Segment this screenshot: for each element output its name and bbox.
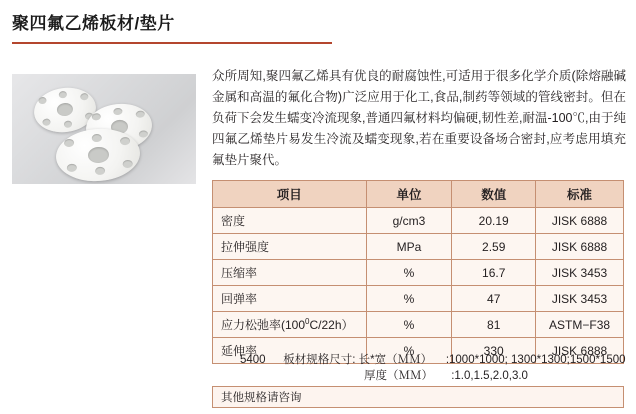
size-note-length-value: :1000*1000; 1300*1300;1500*1500 — [445, 354, 626, 366]
cell-unit: % — [366, 260, 452, 286]
gasket-bolt-hole — [58, 91, 67, 99]
table-row — [213, 208, 624, 234]
gasket-bolt-hole — [120, 137, 131, 146]
column-header-item: 项目 — [213, 181, 367, 208]
cell-item-superscript: 0 — [305, 317, 310, 326]
cell-standard: JISK 6888 — [536, 234, 624, 260]
gasket-bolt-hole — [92, 134, 103, 143]
cell-value: 47 — [452, 286, 536, 312]
size-note-length-label: 长*宽（ＭＭ） — [358, 354, 433, 366]
other-spec-note — [212, 386, 624, 408]
column-header-value: 数值 — [452, 181, 536, 208]
cell-unit: g/cm3 — [366, 208, 452, 234]
cell-item — [213, 312, 367, 338]
gasket-bolt-hole — [95, 167, 106, 176]
product-photo — [12, 74, 196, 184]
cell-unit: % — [366, 286, 452, 312]
gasket-bolt-hole — [67, 164, 78, 173]
size-note-line2 — [364, 368, 630, 384]
cell-item-text-tail: C/22h） — [309, 318, 354, 332]
page-title: 聚四氟乙烯板材/垫片 — [12, 14, 175, 33]
cell-item: 延伸率 — [213, 338, 367, 364]
gasket-bolt-hole — [91, 113, 101, 121]
cell-standard: JISK 3453 — [536, 286, 624, 312]
column-header-unit: 单位 — [366, 181, 452, 208]
gasket-center-hole — [87, 146, 109, 163]
cell-unit: % — [366, 338, 452, 364]
size-note-code: 5400 — [240, 354, 266, 366]
cell-item: 拉伸强度 — [213, 234, 367, 260]
cell-item: 密度 — [213, 208, 367, 234]
cell-standard: JISK 6888 — [536, 338, 624, 364]
gasket-bolt-hole — [80, 93, 89, 101]
table-row — [213, 260, 624, 286]
table-row — [213, 234, 624, 260]
gasket-bolt-hole — [113, 108, 123, 116]
other-spec-note-text: 其他规格请咨询 — [221, 392, 302, 404]
gasket-bolt-hole — [38, 97, 47, 105]
table-header-row — [213, 181, 624, 208]
cell-value: 2.59 — [452, 234, 536, 260]
gasket-bolt-hole — [64, 139, 75, 148]
cell-unit: % — [366, 312, 452, 338]
size-note-line1 — [240, 352, 630, 368]
cell-item-text: 应力松弛率(100 — [221, 318, 306, 332]
size-note-thickness-label: 厚度（ＭＭ） — [364, 370, 433, 382]
cell-unit: MPa — [366, 234, 452, 260]
cell-standard: ASTM−F38 — [536, 312, 624, 338]
cell-value: 330 — [452, 338, 536, 364]
column-header-standard: 标准 — [536, 181, 624, 208]
title-block — [12, 12, 332, 44]
cell-item: 压缩率 — [213, 260, 367, 286]
gasket-bolt-hole — [139, 130, 149, 138]
cell-item: 回弹率 — [213, 286, 367, 312]
cell-standard: JISK 3453 — [536, 260, 624, 286]
specification-table — [212, 180, 624, 364]
size-note-title: 板材规格尺寸: — [283, 354, 356, 366]
cell-value: 16.7 — [452, 260, 536, 286]
gasket-center-hole — [56, 102, 74, 117]
cell-standard: JISK 6888 — [536, 208, 624, 234]
table-row — [213, 286, 624, 312]
intro-paragraph: 众所周知,聚四氟乙烯具有优良的耐腐蚀性,可适用于很多化学介质(除熔融碱金属和高温的氟化合物)广泛应用于化工,食品,制药等领域的管线密封。但在负荷下会发生蠕变冷流现象,普通四氟材料均偏硬,韧性差,耐温-100℃,由于纯四氟乙烯垫片易发生冷流及蠕变现象,若在重要设备场合密封,应考虑用填充氟垫片聚代。 — [212, 69, 626, 167]
cell-value: 20.19 — [452, 208, 536, 234]
cell-value: 81 — [452, 312, 536, 338]
gasket-bolt-hole — [42, 118, 51, 126]
title-divider — [12, 42, 332, 44]
size-note — [240, 352, 630, 384]
table-row — [213, 312, 624, 338]
size-note-thickness-value: :1.0,1.5,2.0,3.0 — [451, 370, 528, 382]
gasket-bolt-hole — [135, 110, 145, 118]
gasket-bolt-hole — [122, 160, 133, 169]
gasket-bolt-hole — [64, 120, 73, 128]
